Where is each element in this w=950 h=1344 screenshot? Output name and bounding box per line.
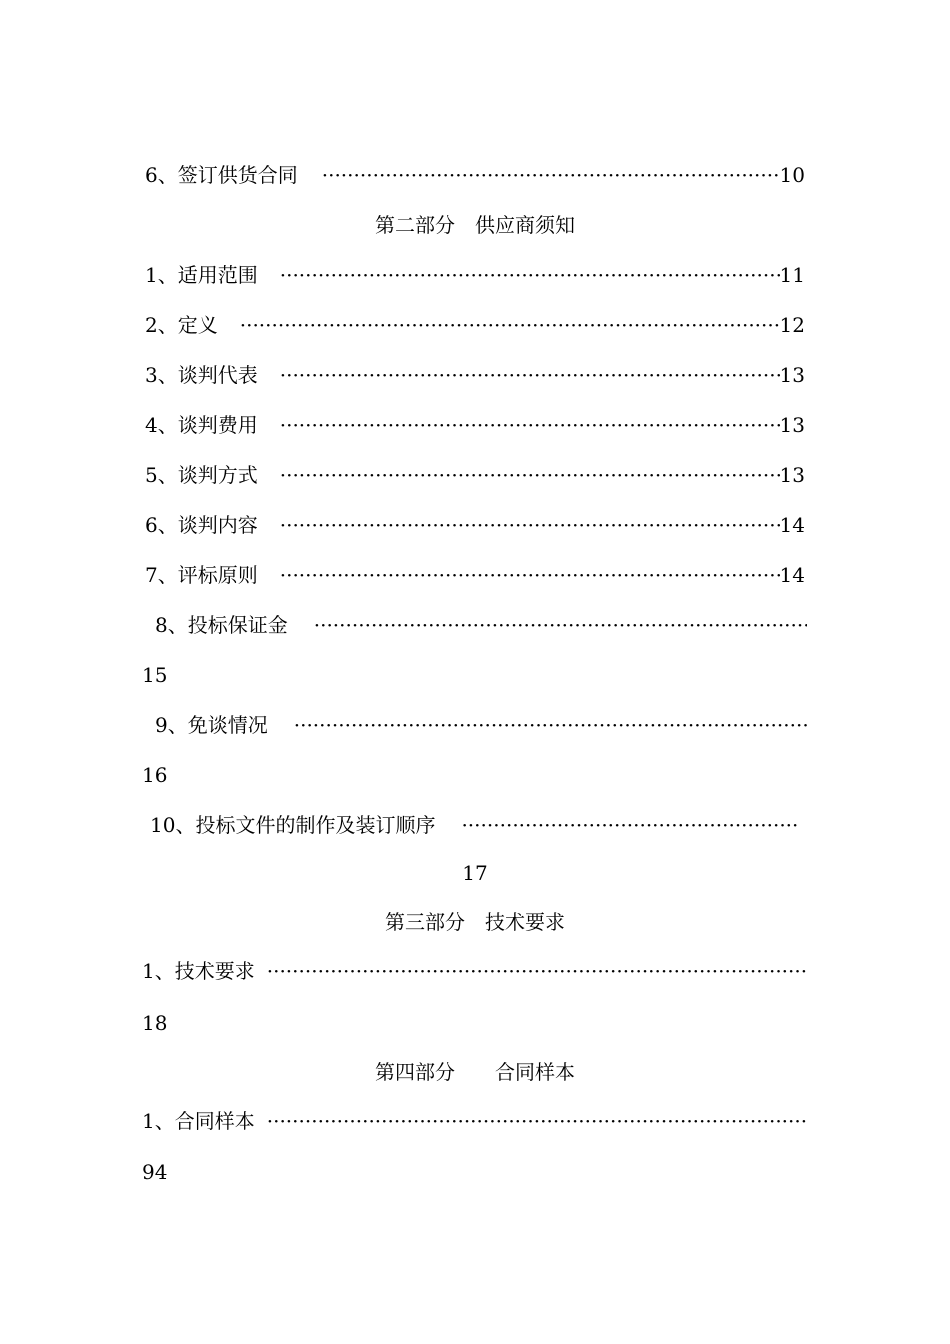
- toc-part2-heading[interactable]: 第二部分 供应商须知: [375, 213, 575, 237]
- toc-entry-method[interactable]: [145, 460, 805, 490]
- toc-entry-exemption[interactable]: [155, 710, 809, 740]
- dot-leader: [267, 956, 807, 986]
- toc-entry-page: 13: [779, 413, 805, 437]
- toc-entry-title: 5、谈判方式: [145, 463, 258, 487]
- dot-leader: [294, 710, 809, 740]
- toc-entry-sign-contract[interactable]: [145, 160, 805, 190]
- toc-entry-title: 8、投标保证金: [155, 613, 288, 637]
- dot-leader: [280, 260, 780, 290]
- toc-entry-title: 3、谈判代表: [145, 363, 258, 387]
- toc-entry-title: 6、谈判内容: [145, 513, 258, 537]
- toc-entry-page: 16: [142, 763, 168, 787]
- toc-entry-page: 11: [779, 263, 805, 287]
- toc-entry-title: 4、谈判费用: [145, 413, 258, 437]
- toc-entry-title: 6、签订供货合同: [145, 163, 298, 187]
- toc-entry-contract-sample[interactable]: [142, 1106, 808, 1136]
- toc-entry-page: 15: [142, 663, 168, 687]
- toc-entry-title: 9、免谈情况: [155, 713, 268, 737]
- toc-entry-page: 17: [462, 861, 488, 885]
- toc-entry-page: 18: [142, 1011, 168, 1035]
- toc-entry-page: 14: [779, 563, 805, 587]
- toc-entry-bid-bond[interactable]: [155, 610, 807, 640]
- toc-entry-page: 12: [779, 313, 805, 337]
- dot-leader: [280, 360, 780, 390]
- dot-leader: [240, 310, 780, 340]
- dot-leader: [267, 1106, 808, 1136]
- toc-part4-heading[interactable]: 第四部分 合同样本: [375, 1060, 575, 1084]
- toc-entry-title: 1、技术要求: [142, 959, 255, 983]
- toc-entry-page: 13: [779, 463, 805, 487]
- toc-entry-title: 2、定义: [145, 313, 218, 337]
- dot-leader: [280, 410, 780, 440]
- dot-leader: [461, 810, 800, 840]
- toc-entry-title: 7、评标原则: [145, 563, 258, 587]
- toc-entry-page: 14: [779, 513, 805, 537]
- dot-leader: [322, 160, 780, 190]
- toc-entry-technical[interactable]: [142, 956, 807, 986]
- toc-entry-definition[interactable]: [145, 310, 805, 340]
- toc-entry-title: 10、投标文件的制作及装订顺序: [150, 813, 436, 837]
- toc-entry-title: 1、适用范围: [145, 263, 258, 287]
- toc-entry-page: 13: [779, 363, 805, 387]
- dot-leader: [314, 610, 807, 640]
- dot-leader: [280, 460, 780, 490]
- toc-entry-negotiator[interactable]: [145, 360, 805, 390]
- toc-entry-content[interactable]: [145, 510, 805, 540]
- toc-entry-cost[interactable]: [145, 410, 805, 440]
- toc-entry-bid-docs[interactable]: [150, 810, 800, 840]
- dot-leader: [280, 510, 780, 540]
- toc-entry-title: 1、合同样本: [142, 1109, 255, 1133]
- dot-leader: [280, 560, 780, 590]
- toc-entry-page: 10: [779, 163, 805, 187]
- toc-part3-heading[interactable]: 第三部分 技术要求: [385, 910, 565, 934]
- toc-entry-evaluation[interactable]: [145, 560, 805, 590]
- toc-entry-page: 94: [142, 1160, 168, 1184]
- toc-entry-scope[interactable]: [145, 260, 805, 290]
